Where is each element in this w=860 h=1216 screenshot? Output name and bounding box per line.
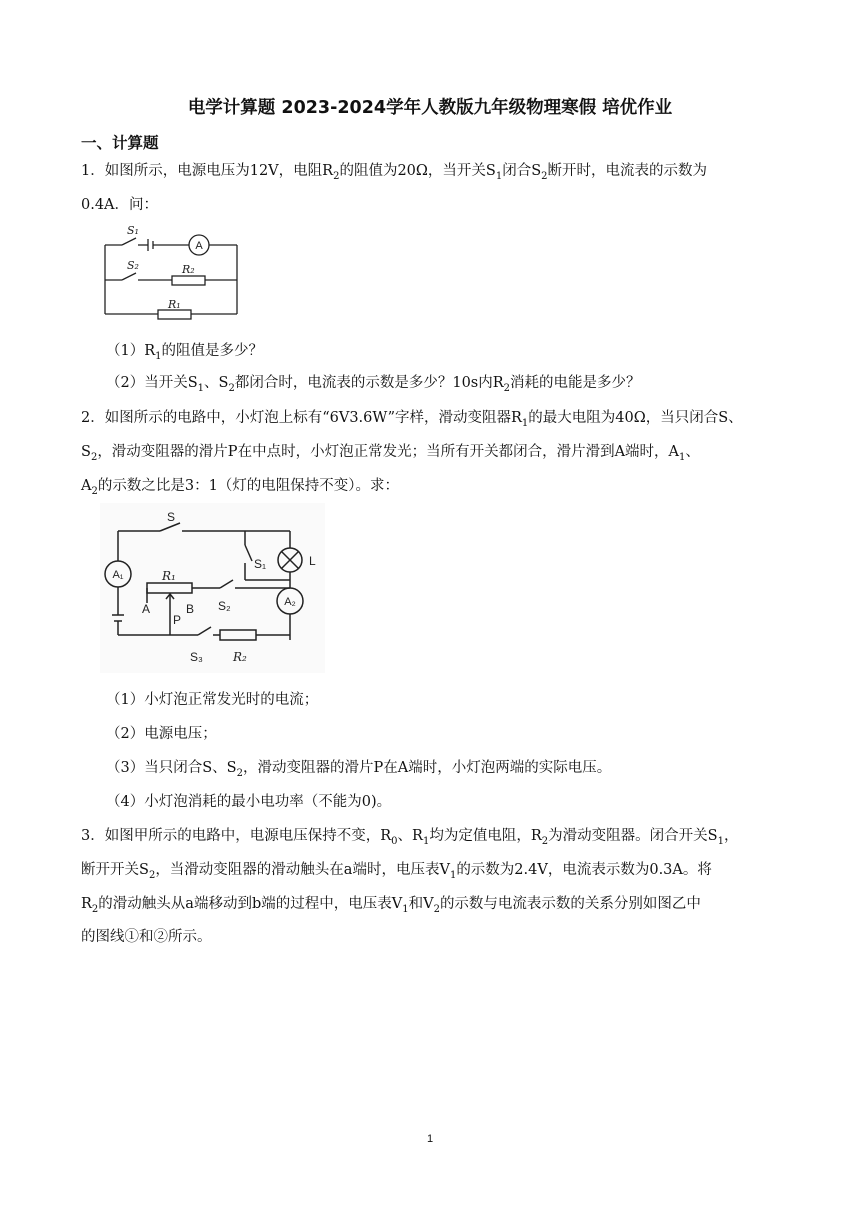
q2-a1-label: A₁ [112, 569, 124, 581]
q2-r2-label: R₂ [233, 650, 247, 664]
q1-sub-2: （2）当开关$S_1$、$S_2$都闭合时，电流表的示数是多少？10s内$R_2$消耗的电能是多少？ [106, 375, 641, 394]
q1-circuit-diagram [100, 222, 245, 327]
q1-s1-label: S₁ [127, 224, 139, 237]
q3-line-3: $R_2$的滑动触头从a端移动到b端的过程中，电压表$V_1$和$V_2$的示数与电流表示数的关系分别如图乙中 [81, 896, 701, 915]
q2-b-end-label: B [186, 602, 195, 616]
q2-p-label: P [173, 613, 182, 627]
q1-sub-1: $(1)R_1$的阻值是多少？ [106, 343, 264, 362]
q2-sub-3: （3）当只闭合S、$S_2$，滑动变阻器的滑片P在A端时，小灯泡两端的实际电压。 [106, 760, 612, 779]
q2-sub-1: （1）小灯泡正常发光时的电流； [106, 692, 319, 708]
q2-a2-label: A₂ [284, 596, 296, 608]
q2-r1-label: R₁ [162, 569, 176, 583]
q3-line-1: 3．如图甲所示的电路中，电源电压保持不变，$R_0$、$R_1$均为定值电阻，$R_2$为滑动变阻器。闭合开关$S_1$， [81, 828, 739, 847]
q2-line-3: $A_2$的示数之比是3：1（灯的电阻保持不变）。求： [81, 478, 400, 497]
q2-s1-label: S₁ [254, 557, 267, 571]
q2-s3-label: S₃ [190, 650, 203, 664]
q2-s2-label: S₂ [218, 599, 231, 613]
q1-line-2: 0.4A．问： [81, 197, 159, 213]
page-number: 1 [426, 1133, 434, 1145]
q1-r1-label: R₁ [168, 298, 181, 311]
q2-a-end-label: A [142, 602, 151, 616]
q1-r2-label: R₂ [182, 263, 195, 276]
q2-s-label: S [167, 510, 176, 524]
q3-line-2: 断开开关$S_2$，当滑动变阻器的滑动触头在a端时，电压表$V_1$的示数为2.4V，电流表示数为0.3A。将 [81, 862, 712, 881]
q1-ammeter-label: A [195, 240, 203, 252]
q1-line-1: 1．如图所示，电源电压为12V，电阻$R_2$的阻值为20Ω，当开关$S_1$闭合$S_2$断开时，电流表的示数为 [81, 163, 708, 182]
q2-circuit-diagram [100, 503, 325, 673]
q1-s2-label: S₂ [127, 259, 139, 272]
q3-line-4: 的图线①和②所示。 [81, 929, 212, 945]
q2-sub-2: （2）电源电压； [106, 726, 217, 742]
page-title: 电学计算题 2023-2024学年人教版九年级物理寒假 培优作业 [187, 98, 673, 118]
section-heading: 一、计算题 [81, 134, 159, 152]
q2-line-2: $S_2$，滑动变阻器的滑片P在中点时，小灯泡正常发光；当所有开关都闭合，滑片滑到A端时，$A_1$、 [81, 444, 700, 463]
q2-lamp-label: L [309, 554, 316, 568]
q2-line-1: 2．如图所示的电路中，小灯泡上标有“6V3.6W”字样，滑动变阻器$R_1$的最大电阻为40Ω，当只闭合S、 [81, 410, 743, 429]
q2-sub-4: （4）小灯泡消耗的最小电功率（不能为0)。 [106, 794, 392, 810]
